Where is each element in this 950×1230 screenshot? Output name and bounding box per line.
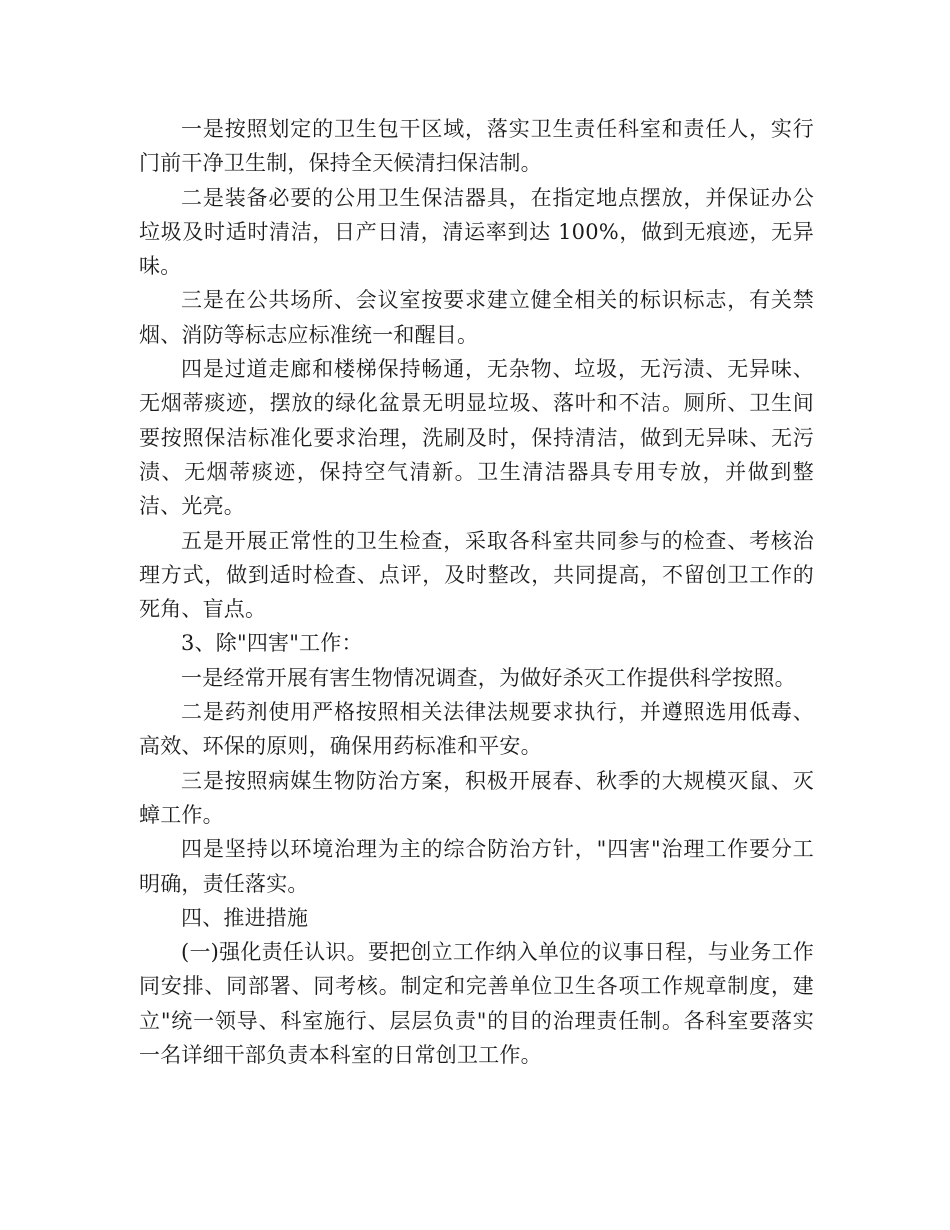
paragraph-cleaning-tools: 二是装备必要的公用卫生保洁器具，在指定地点摆放，并保证办公垃圾及时适时清洁，日产日清，清运率到达 100%，做到无痕迹，无异味。 (139, 185, 814, 279)
paragraph-pest-survey: 一是经常开展有害生物情况调查，为做好杀灭工作提供科学按照。 (181, 665, 796, 690)
paragraph-vector-control: 三是按照病媒生物防治方案，积极开展春、秋季的大规模灭鼠、灭蟑工作。 (139, 768, 814, 827)
document-body (139, 112, 814, 1072)
paragraph-pesticide-use: 二是药剂使用严格按照相关法律法规要求执行，并遵照选用低毒、高效、环保的原则，确保用药标准和平安。 (139, 700, 814, 759)
section-heading-measures: 四、推进措施 (181, 905, 309, 930)
paragraph-signage: 三是在公共场所、会议室按要求建立健全相关的标识标志，有关禁烟、消防等标志应标准统一和醒目。 (139, 288, 814, 347)
paragraph-cleaning-zone: 一是按照划定的卫生包干区域，落实卫生责任科室和责任人，实行门前干净卫生制，保持全天候清扫保洁制。 (139, 117, 814, 176)
paragraph-corridors-toilets: 四是过道走廊和楼梯保持畅通，无杂物、垃圾，无污渍、无异味、无烟蒂痰迹，摆放的绿化盆景无明显垃圾、落叶和不洁。厕所、卫生间要按照保洁标准化要求治理，洗刷及时，保持清洁，做到无异味、无污渍、无烟蒂痰迹，保持空气清新。卫生清洁器具专用专放，并做到整洁、光亮。 (139, 357, 814, 519)
paragraph-responsibility: (一)强化责任认识。要把创立工作纳入单位的议事日程，与业务工作同安排、同部署、同考核。制定和完善单位卫生各项工作规章制度，建立"统一领导、科室施行、层层负责"的目的治理责任制。各科室要落实一名详细干部负责本科室的日常创卫工作。 (139, 940, 814, 1068)
paragraph-inspections: 五是开展正常性的卫生检查，采取各科室共同参与的检查、考核治理方式，做到适时检查、点评，及时整改，共同提高，不留创卫工作的死角、盲点。 (139, 528, 814, 622)
section-heading-four-pests: 3、除"四害"工作： (181, 631, 363, 656)
paragraph-environment-governance: 四是坚持以环境治理为主的综合防治方针，"四害"治理工作要分工明确，责任落实。 (139, 837, 814, 896)
